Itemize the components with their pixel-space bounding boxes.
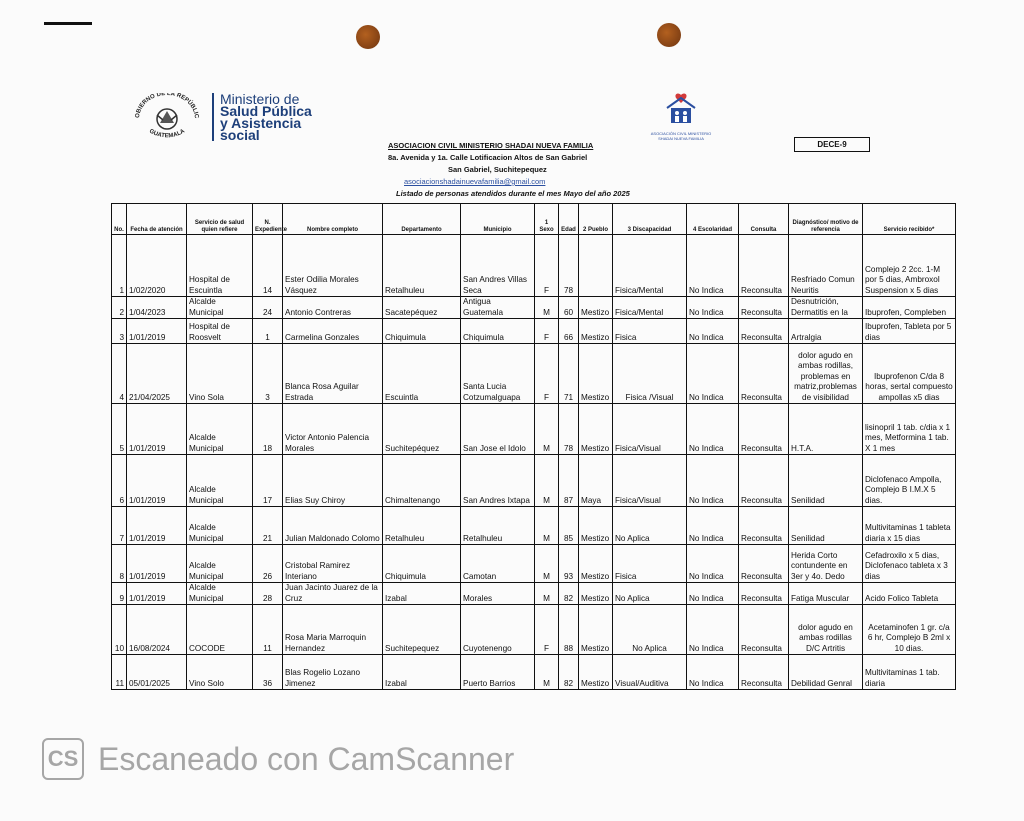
table-cell: 78 [559,404,579,455]
table-cell: 71 [559,344,579,404]
table-cell: Carmelina Gonzales [283,319,383,344]
table-cell: F [535,605,559,655]
table-cell: Complejo 2 2cc. 1-M por 5 dias, Ambroxol Suspension x 5 dias [863,235,956,297]
table-cell: Reconsulta [739,507,789,545]
table-cell: Alcalde Municipal [187,297,253,319]
table-cell: No Aplica [613,583,687,605]
table-cell: No Aplica [613,605,687,655]
table-cell: Mestizo [579,319,613,344]
table-cell: F [535,319,559,344]
table-cell: San Andres Ixtapa [461,455,535,507]
table-cell: Chimaltenango [383,455,461,507]
table-cell: 78 [559,235,579,297]
table-cell: 16/08/2024 [127,605,187,655]
table-cell: Chiquimula [383,319,461,344]
table-cell: Fisica [613,545,687,583]
table-cell: 1/01/2019 [127,319,187,344]
table-cell: Multivitaminas 1 tab. diaria [863,655,956,690]
table-cell: Senilidad [789,455,863,507]
table-cell: 21 [253,507,283,545]
table-cell: M [535,404,559,455]
table-cell: Chiquimula [461,319,535,344]
table-cell: 21/04/2025 [127,344,187,404]
table-cell: M [535,583,559,605]
column-header: No. [112,204,127,235]
table-cell: 4 [112,344,127,404]
table-cell: Suchitepéquez [383,404,461,455]
table-cell: Ester Odilia Morales Vásquez [283,235,383,297]
org-city: San Gabriel, Suchitepequez [448,165,547,174]
table-cell: Victor Antonio Palencia Morales [283,404,383,455]
table-cell: Acido Folico Tableta [863,583,956,605]
table-cell: Mestizo [579,404,613,455]
column-header: 3 Discapacidad [613,204,687,235]
table-cell: Alcalde Municipal [187,545,253,583]
table-cell: 1/01/2019 [127,583,187,605]
table-cell: Mestizo [579,545,613,583]
table-row [112,545,956,583]
org-email: asociacionshadainuevafamilia@gmail.com [404,177,546,186]
table-cell: Mestizo [579,605,613,655]
table-cell: Camotan [461,545,535,583]
table-row [112,404,956,455]
table-cell: Reconsulta [739,297,789,319]
table-cell: Retalhuleu [461,507,535,545]
table-cell: No Indica [687,455,739,507]
table-cell: COCODE [187,605,253,655]
table-cell: 17 [253,455,283,507]
table-cell: 1/01/2019 [127,404,187,455]
table-cell: No Indica [687,404,739,455]
table-cell: No Indica [687,235,739,297]
patients-table [111,203,956,690]
table-cell: Izabal [383,583,461,605]
table-cell: Suchitepequez [383,605,461,655]
table-cell: Puerto Barrios [461,655,535,690]
table-cell: Fisica/Visual [613,455,687,507]
table-cell: No Indica [687,605,739,655]
column-header: Diagnóstico/ motivo de referencia [789,204,863,235]
table-cell: Fatiga Muscular [789,583,863,605]
table-row [112,507,956,545]
table-cell: Reconsulta [739,319,789,344]
table-cell: Izabal [383,655,461,690]
table-cell: 87 [559,455,579,507]
table-cell: 6 [112,455,127,507]
table-cell: Cefadroxilo x 5 dias, Diclofenaco tableta x 3 dias [863,545,956,583]
table-cell: No Indica [687,545,739,583]
table-cell: No Indica [687,507,739,545]
table-cell: 5 [112,404,127,455]
table-cell: 18 [253,404,283,455]
ministry-line-1: Ministerio de [220,91,300,107]
table-cell: 9 [112,583,127,605]
table-cell: Antigua Guatemala [461,297,535,319]
camscanner-text: Escaneado con CamScanner [98,740,515,777]
table-header-row [112,204,956,235]
table-cell: Debilidad Genral [789,655,863,690]
table-row [112,455,956,507]
table-cell: 24 [253,297,283,319]
table-cell: 11 [253,605,283,655]
table-cell: Reconsulta [739,545,789,583]
table-cell: Ibuprofenon C/da 8 horas, sertal compuesto ampollas x5 dias [863,344,956,404]
table-cell: Juan Jacinto Juarez de la Cruz [283,583,383,605]
table-cell: Antonio Contreras [283,297,383,319]
table-row [112,583,956,605]
table-cell: 26 [253,545,283,583]
table-cell: F [535,344,559,404]
table-cell: 1 [112,235,127,297]
column-header: Municipio [461,204,535,235]
ministry-line-2: Salud Pública [220,103,312,119]
table-cell: Maya [579,455,613,507]
table-cell: Senilidad [789,507,863,545]
table-cell: 14 [253,235,283,297]
table-cell: Fisica/Mental [613,297,687,319]
table-cell: Hospital de Roosvelt [187,319,253,344]
table-row [112,605,956,655]
table-cell: Desnutrición, Dermatitis en la [789,297,863,319]
column-header: Nombre completo [283,204,383,235]
table-cell: Morales [461,583,535,605]
table-cell: Cuyotenengo [461,605,535,655]
table-cell: Reconsulta [739,455,789,507]
camscanner-logo-icon: CS [42,738,84,780]
column-header: Servicio de salud quien refiere [187,204,253,235]
table-cell: Multivitaminas 1 tableta diaria x 15 dias [863,507,956,545]
ministry-line-3: y Asistencia [220,115,302,131]
table-row [112,655,956,690]
table-cell: No Indica [687,319,739,344]
table-cell: 1/04/2023 [127,297,187,319]
org-name: ASOCIACION CIVIL MINISTERIO SHADAI NUEVA FAMILIA [388,141,594,150]
table-cell: Alcalde Municipal [187,583,253,605]
table-cell: 93 [559,545,579,583]
table-cell: H.T.A. [789,404,863,455]
table-cell: M [535,455,559,507]
table-cell: Blanca Rosa Aguilar Estrada [283,344,383,404]
column-header: Departamento [383,204,461,235]
table-cell: Herida Corto contundente en 3er y 4o. Dedo [789,545,863,583]
table-row [112,297,956,319]
table-cell: Rosa Maria Marroquin Hernandez [283,605,383,655]
table-cell: 85 [559,507,579,545]
table-cell: Artralgia [789,319,863,344]
table-cell: Reconsulta [739,235,789,297]
table-cell: Hospital de Escuintla [187,235,253,297]
shadai-org-logo [648,92,714,141]
table-cell: Fisica/Mental [613,235,687,297]
table-cell: No Aplica [613,507,687,545]
table-cell: No Indica [687,583,739,605]
table-cell: 82 [559,655,579,690]
scan-edge-line [44,22,92,25]
table-cell: No Indica [687,297,739,319]
table-cell: Fisica/Visual [613,404,687,455]
table-cell: 28 [253,583,283,605]
table-cell: Cristobal Ramirez Interiano [283,545,383,583]
svg-text:GUATEMALA: GUATEMALA [147,128,187,140]
table-cell: 05/01/2025 [127,655,187,690]
table-cell: Fisica [613,319,687,344]
table-cell: 36 [253,655,283,690]
table-cell: Diclofenaco Ampolla, Complejo B I.M.X 5 dias. [863,455,956,507]
table-cell: F [535,235,559,297]
column-header: 1 Sexo [535,204,559,235]
document-header [388,140,630,200]
table-cell: Alcalde Municipal [187,507,253,545]
table-row [112,235,956,297]
ministry-line-4: social [220,127,260,143]
table-cell: Alcalde Municipal [187,404,253,455]
table-cell: 3 [253,344,283,404]
column-header: N. Expediente [253,204,283,235]
table-cell: Sacatepéquez [383,297,461,319]
table-cell: No Indica [687,655,739,690]
form-code: DECE-9 [794,137,870,152]
family-house-icon [661,92,701,126]
table-cell: 3 [112,319,127,344]
table-cell: Visual/Auditiva [613,655,687,690]
table-row [112,344,956,404]
table-cell: San Andres Villas Seca [461,235,535,297]
table-cell [579,235,613,297]
table-cell: M [535,507,559,545]
table-cell: Mestizo [579,297,613,319]
table-cell: Reconsulta [739,655,789,690]
table-cell: Mestizo [579,344,613,404]
table-cell: 11 [112,655,127,690]
table-cell: Vino Sola [187,344,253,404]
table-cell: Ibuprofen, Compleben [863,297,956,319]
table-cell: 10 [112,605,127,655]
table-cell: Julian Maldonado Colomo [283,507,383,545]
table-cell: 2 [112,297,127,319]
table-cell: Chiquimula [383,545,461,583]
table-cell: Reconsulta [739,583,789,605]
camscanner-watermark [42,738,514,780]
org-address: 8a. Avenida y 1a. Calle Lotificacion Altos de San Gabriel [388,153,588,162]
table-cell: Reconsulta [739,344,789,404]
table-cell: M [535,297,559,319]
table-cell: Fisica /Visual [613,344,687,404]
table-cell: dolor agudo en ambas rodillas D/C Artritis [789,605,863,655]
table-cell: Vino Solo [187,655,253,690]
table-cell: Mestizo [579,507,613,545]
punch-hole [657,23,681,47]
table-cell: 1/01/2019 [127,545,187,583]
document-title: Listado de personas atendidos durante el mes Mayo del año 2025 [396,189,630,198]
table-cell: M [535,545,559,583]
table-cell: Alcalde Municipal [187,455,253,507]
table-cell: 60 [559,297,579,319]
table-cell: Elias Suy Chiroy [283,455,383,507]
table-cell: Retalhuleu [383,507,461,545]
table-cell: 7 [112,507,127,545]
org-logo-caption: ASOCIACIÓN CIVIL MINISTERIO SHADAI NUEVA FAMILIA [650,131,712,141]
column-header: Consulta [739,204,789,235]
table-cell: Acetaminofen 1 gr. c/a 6 hr, Complejo B 2ml x 10 dias. [863,605,956,655]
table-cell: 88 [559,605,579,655]
column-header: 4 Escolaridad [687,204,739,235]
ministry-logo-text [212,93,312,141]
table-cell: Retalhuleu [383,235,461,297]
table-cell: 8 [112,545,127,583]
table-cell: Mestizo [579,655,613,690]
table-cell: dolor agudo en ambas rodillas, problemas en matriz,problemas de visibilidad [789,344,863,404]
column-header: Edad [559,204,579,235]
table-cell: Ibuprofen, Tableta por 5 dias [863,319,956,344]
column-header: Fecha de atención [127,204,187,235]
column-header: 2 Pueblo [579,204,613,235]
table-cell: M [535,655,559,690]
svg-text:GOBIERNO DE LA REPÚBLICA: OBIERNO DE LA REPÚBLIC [134,93,200,119]
table-cell: San Jose el Idolo [461,404,535,455]
punch-hole [356,25,380,49]
table-cell: 1 [253,319,283,344]
table-cell: 1/01/2019 [127,455,187,507]
table-cell: 66 [559,319,579,344]
table-row [112,319,956,344]
column-header: Servicio recibido* [863,204,956,235]
table-cell: Escuintla [383,344,461,404]
table-cell: Mestizo [579,583,613,605]
guatemala-seal-logo [127,93,207,150]
table-cell: Santa Lucia Cotzumalguapa [461,344,535,404]
table-cell: Blas Rogelio Lozano Jimenez [283,655,383,690]
table-cell: No Indica [687,344,739,404]
table-cell: Reconsulta [739,605,789,655]
table-cell: 1/01/2019 [127,507,187,545]
table-cell: lisinopril 1 tab. c/dia x 1 mes, Metformina 1 tab. X 1 mes [863,404,956,455]
table-cell: 82 [559,583,579,605]
table-cell: Resfriado Comun Neuritis [789,235,863,297]
table-cell: Reconsulta [739,404,789,455]
table-cell: 1/02/2020 [127,235,187,297]
